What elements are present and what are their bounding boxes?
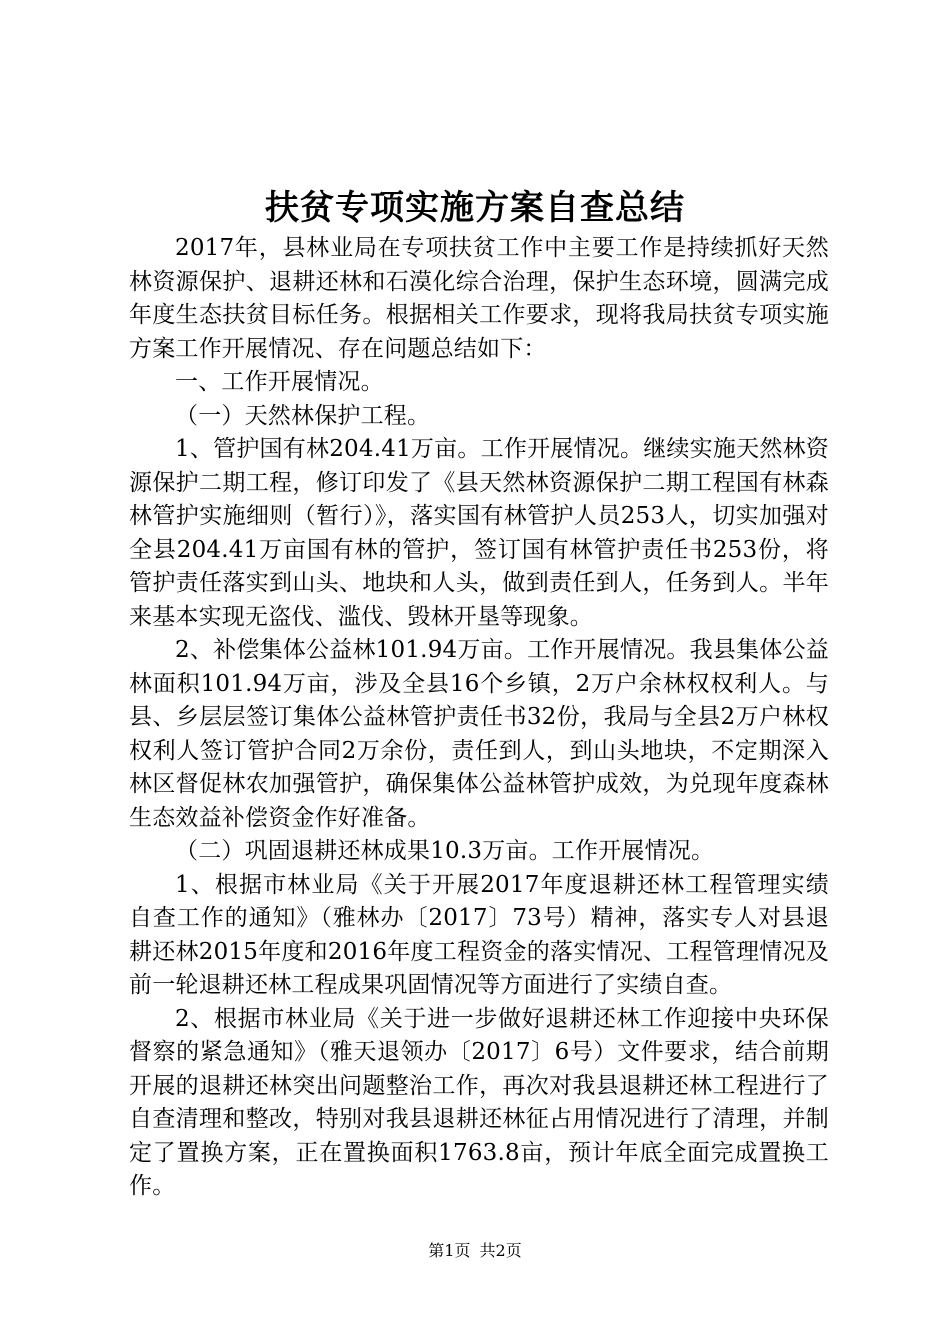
paragraph-self-inspection: 1、根据市林业局《关于开展2017年度退耕还林工程管理实绩自查工作的通知》（雅林办〔2017〕73号）精神，落实专人对县退耕还林2015年度和2016年度工程资金的落实情况、工程管理情况及前一轮退耕还林工程成果巩固情况等方面进行了实绩自查。 [129,871,829,998]
page-number: 第1页 [428,1241,471,1260]
heading-section-1: 一、工作开展情况。 [175,369,384,395]
page-total: 共2页 [479,1241,522,1260]
page-footer [0,1240,950,1262]
heading-subsection-2: （二）巩固退耕还林成果10.3万亩。工作开展情况。 [175,838,715,864]
heading-subsection-1: （一）天然林保护工程。 [175,402,431,429]
paragraph-rectification: 2、根据市林业局《关于进一步做好退耕还林工作迎接中央环保督察的紧急通知》（雅天退领办〔2017〕6号）文件要求，结合前期开展的退耕还林突出问题整治工作，再次对我县退耕还林工程进行了自查清理和整改，特别对我县退耕还林征占用情况进行了清理，并制定了置换方案，正在置换面积1763.8亩，预计年底全面完成置换工作。 [129,1005,829,1199]
paragraph-collective-forest: 2、补偿集体公益林101.94万亩。工作开展情况。我县集体公益林面积101.94万亩，涉及全县16个乡镇，2万户余林权权利人。与县、乡层层签订集体公益林管护责任书32份，我局与全县2万户林权权利人签订管护合同2万余份，责任到人，到山头地块，不定期深入林区督促林农加强管护，确保集体公益林管护成效，为兑现年度森林生态效益补偿资金作好准备。 [129,637,829,831]
paragraph-intro: 2017年，县林业局在专项扶贫工作中主要工作是持续抓好天然林资源保护、退耕还林和石漠化综合治理，保护生态环境，圆满完成年度生态扶贫目标任务。根据相关工作要求，现将我局扶贫专项实施方案工作开展情况、存在问题总结如下： [129,235,829,362]
paragraph-state-forest: 1、管护国有林204.41万亩。工作开展情况。继续实施天然林资源保护二期工程，修订印发了《县天然林资源保护二期工程国有林森林管护实施细则（暂行）》，落实国有林管护人员253人，切实加强对全县204.41万亩国有林的管护，签订国有林管护责任书253份，将管护责任落实到山头、地块和人头，做到责任到人，任务到人。半年来基本实现无盗伐、滥伐、毁林开垦等现象。 [129,436,829,630]
document-body [129,232,829,1204]
document-title: 扶贫专项实施方案自查总结 [265,188,685,228]
